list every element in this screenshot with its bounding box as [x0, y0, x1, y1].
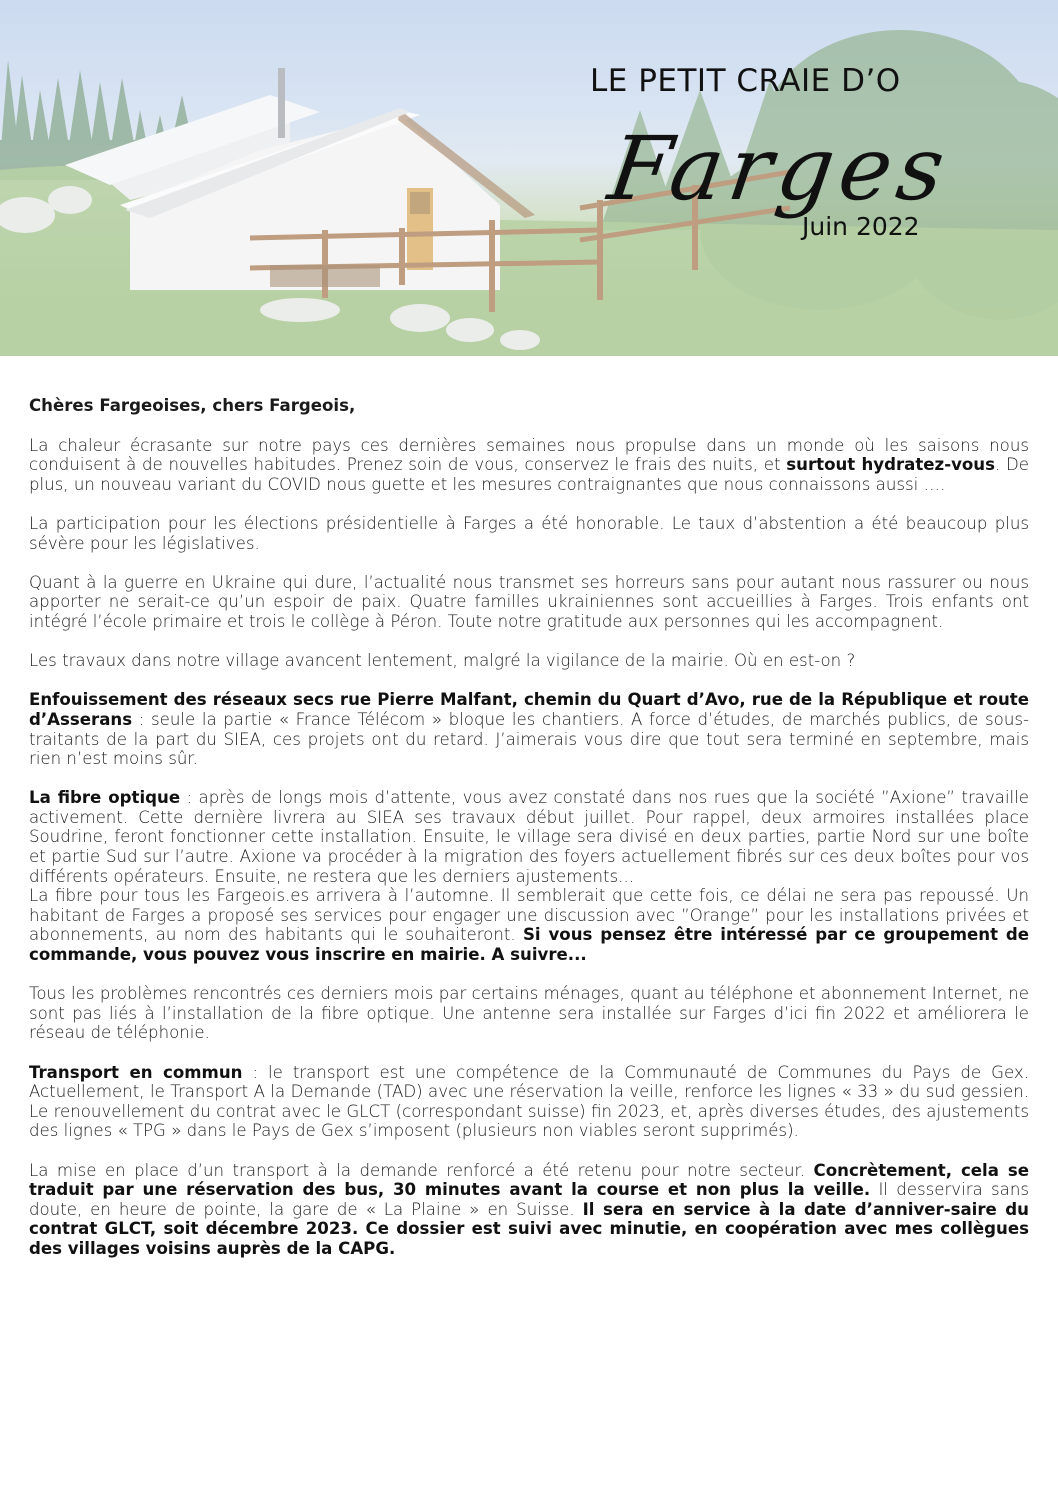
emphasis-hydration: surtout hydratez-vous — [786, 455, 995, 475]
paragraph-transport — [29, 1063, 1029, 1141]
paragraph-ukraine: Quant à la guerre en Ukraine qui dure, l’actualité nous transmet ses horreurs sans pour autant nous rassurer ou nous apporter ne serait-ce qu’un espoir de paix. Quatre familles ukrainiennes sont accueillies à Farges. Trois enfants ont intégré l’école primaire et trois le collège à Péron. Toute notre gratitude aux personnes qui les accompagnent. — [29, 572, 1029, 631]
publication-name: Farges — [602, 117, 957, 220]
paragraph-networks-burial — [29, 690, 1029, 768]
section-heading-networks: Enfouissement des réseaux secs rue Pierre Malfant, chemin du Quart d’Avo, rue de la République et route d’Asserans — [29, 690, 1029, 729]
emphasis-service-date: Il sera en service à la date d’anniver-saire du contrat GLCT, soit décembre 2023. Ce dossier est suivi avec minutie, en coopération avec mes collègues des villages voisins auprès de la CAPG. — [29, 1199, 1029, 1258]
paragraph-text: . De plus, un nouveau variant du COVID nous guette et les mesures contraignantes que nous connaissons aussi …. — [29, 455, 1029, 494]
section-heading-transport: Transport en commun — [29, 1062, 243, 1082]
publication-kicker: LE PETIT CRAIE D’O — [590, 63, 901, 99]
paragraph-text: Il desservira sans doute, en heure de pointe, la gare de « La Plaine » en Suisse. — [29, 1180, 1029, 1219]
paragraph-fiber-timeline — [29, 886, 1029, 964]
header-banner — [0, 0, 1058, 356]
paragraph-fiber — [29, 788, 1029, 886]
paragraph-text: : le transport est une compétence de la Communauté de Communes du Pays de Gex. Actuellement, le Transport A la Demande (TAD) avec une réservation la veille, renforce les lignes « 33 » du sud gessien. Le renouvellement du contrat avec le GLCT (correspondant suisse) fin 2023, et, après diverses études, des ajustements des lignes « TPG » dans le Pays de Gex s’imposent (plusieurs non viables seront supprimés). — [29, 1062, 1029, 1141]
paragraph-text: La mise en place d’un transport à la demande renforcé a été retenu pour notre secteur. — [29, 1160, 814, 1180]
masthead — [560, 55, 960, 275]
emphasis-booking: Concrètement, cela se traduit par une réservation des bus, 30 minutes avant la course et non plus la veille. — [29, 1160, 1030, 1200]
issue-date: Juin 2022 — [802, 212, 920, 241]
paragraph-text: : après de longs mois d’attente, vous avez constaté dans nos rues que la société ”Axione” travaille activement. Cette dernière livrera au SIEA ses travaux début juillet. Pour rappel, deux armoires installées place Soudrine, feront fonctionner cette installation. Ensuite, le village sera divisé en deux parties, partie Nord sur une boîte et partie Sud sur l’autre. Axione va procéder à la migration des foyers actuellement fibrés sur ces deux boîtes pour vos différents opérateurs. Ensuite, ne restera que les derniers ajustements... — [29, 788, 1029, 886]
paragraph-text: La fibre pour tous les Fargeois.es arrivera à l’automne. Il semblerait que cette fois, ce délai ne sera pas repoussé. Un habitant de Farges a proposé ses services pour engager une discussion avec ”Orange” pour les installations privées et abonnements, au nom des habitants qui le souhaiteront. — [29, 886, 1029, 945]
paragraph-text: La chaleur écrasante sur notre pays ces dernières semaines nous propulse dans un monde où les saisons nous conduisent à de nouvelles habitudes. Prenez soin de vous, conservez le frais des nuits, et — [29, 435, 1029, 475]
paragraph-elections: La participation pour les élections présidentielle à Farges a été honorable. Le taux d’abstention a été beaucoup plus sévère pour les législatives. — [29, 513, 1029, 553]
editorial-letter — [29, 396, 1029, 1278]
paragraph-on-demand-transport — [29, 1161, 1029, 1259]
emphasis-registration: Si vous pensez être intéressé par ce groupement de commande, vous pouvez vous inscrire en mairie. A suivre... — [29, 925, 1029, 965]
paragraph-works-intro: Les travaux dans notre village avancent lentement, malgré la vigilance de la mairie. Où en est-on ? — [29, 651, 856, 671]
salutation: Chères Fargeoises, chers Fargeois, — [29, 396, 356, 415]
paragraph-heatwave — [29, 436, 1029, 495]
paragraph-text: : seule la partie « France Télécom » bloque les chantiers. A force d’études, de marchés publics, de sous-traitants de la part du SIEA, ces projets ont du retard. J’aimerais vous dire que tout sera terminé en septembre, mais rien n’est moins sûr. — [29, 709, 1029, 769]
section-heading-fiber: La fibre optique — [29, 788, 181, 808]
paragraph-telephony: Tous les problèmes rencontrés ces derniers mois par certains ménages, quant au téléphone et abonnement Internet, ne sont pas liés à l’installation de la fibre optique. Une antenne sera installée sur Farges d’ici fin 2022 et améliorera le réseau de téléphonie. — [29, 984, 1029, 1043]
